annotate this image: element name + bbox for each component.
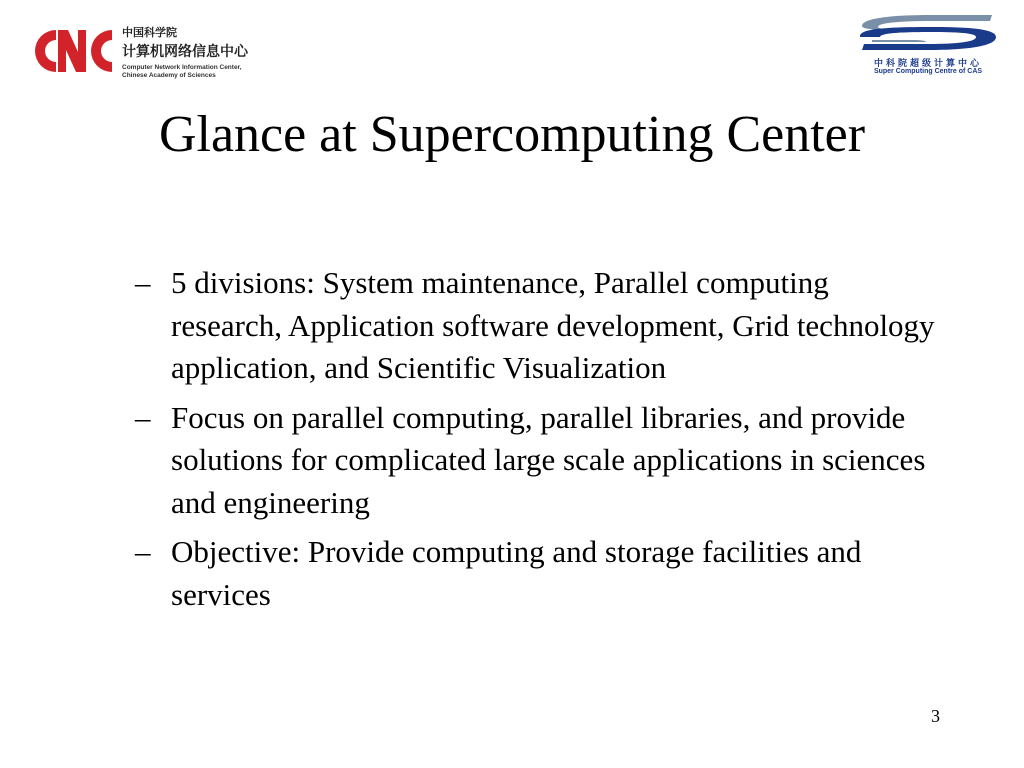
cnic-en-line1: Computer Network Information Center, xyxy=(122,64,242,71)
bullet-dash: – xyxy=(135,534,151,569)
slide-title: Glance at Supercomputing Center xyxy=(158,106,866,163)
cnic-en-line2: Chinese Academy of Sciences xyxy=(122,72,216,79)
bullet-item xyxy=(135,531,935,616)
bullet-dash: – xyxy=(135,399,151,435)
sccas-en-text: Super Computing Centre of CAS xyxy=(873,68,983,75)
bullet-text: Objective: Provide computing and storage facilities and services xyxy=(171,534,862,612)
bullet-dash: – xyxy=(135,265,151,300)
bullet-text: Focus on parallel computing, parallel libraries, and provide solutions for complicated large scale applications in sciences and engineering xyxy=(171,399,926,520)
cnic-cn-line2: 计算机网络信息中心 xyxy=(122,44,248,60)
cnic-cn-line1: 中国科学院 xyxy=(122,26,177,39)
cnic-logo xyxy=(26,20,276,86)
sccas-logo-mark-icon xyxy=(852,12,1002,56)
cnc-logo-mark-icon xyxy=(26,20,116,82)
bullet-item xyxy=(135,397,935,525)
slide-number: 3 xyxy=(931,706,940,726)
bullet-list xyxy=(135,262,935,623)
sccas-cn-text: 中科院超级计算中心 xyxy=(873,59,982,69)
sccas-logo xyxy=(852,12,1002,76)
bullet-item xyxy=(135,262,935,390)
bullet-text: 5 divisions: System maintenance, Parallel computing research, Application software development, Grid technology application, and Scientific Visualization xyxy=(171,265,935,385)
